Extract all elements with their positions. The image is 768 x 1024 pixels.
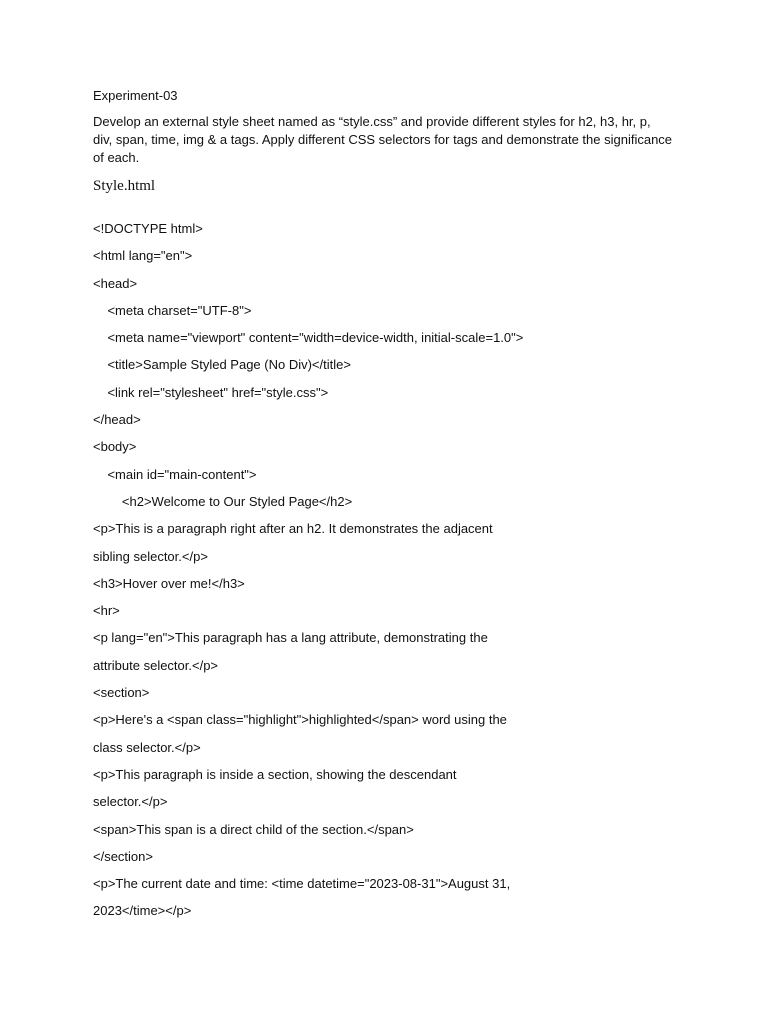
code-line: <meta name="viewport" content="width=device-width, initial-scale=1.0"> [93, 330, 524, 346]
code-line: <hr> [93, 603, 120, 619]
code-listing [93, 220, 523, 930]
code-line: selector.</p> [93, 794, 168, 810]
code-line: <main id="main-content"> [93, 466, 257, 482]
task-line: of each. [93, 150, 140, 165]
file-title: Style.html [93, 178, 156, 194]
code-line: <head> [93, 275, 138, 291]
task-line: div, span, time, img & a tags. Apply different CSS selectors for tags and demonstrate the significance [93, 132, 673, 147]
code-line: </section> [93, 848, 153, 864]
experiment-title: Experiment-03 [93, 88, 178, 103]
code-line: <title>Sample Styled Page (No Div)</title> [93, 357, 351, 373]
task-line: Develop an external style sheet named as “style.css” and provide different styles for h2, h3, hr, p, [93, 114, 651, 129]
code-line: <p>Here's a <span class="highlight">highlighted</span> word using the [93, 712, 507, 728]
code-line: attribute selector.</p> [93, 657, 219, 673]
code-line: </head> [93, 412, 141, 428]
code-line: <body> [93, 439, 137, 455]
code-line: <link rel="stylesheet" href="style.css"> [93, 384, 329, 400]
code-line: <p lang="en">This paragraph has a lang attribute, demonstrating the [93, 630, 488, 646]
code-line: <!DOCTYPE html> [93, 221, 203, 236]
code-line: <h2>Welcome to Our Styled Page</h2> [93, 493, 353, 509]
code-line: <p>The current date and time: <time datetime="2023-08-31">August 31, [93, 876, 511, 892]
code-line: <html lang="en"> [93, 248, 193, 264]
task-description [93, 113, 683, 167]
code-line: class selector.</p> [93, 739, 201, 755]
code-line: <span>This span is a direct child of the section.</span> [93, 821, 414, 837]
code-line: sibling selector.</p> [93, 548, 208, 564]
code-line: <section> [93, 685, 150, 701]
code-line: <p>This is a paragraph right after an h2. It demonstrates the adjacent [93, 521, 493, 537]
code-line: 2023</time></p> [93, 903, 192, 919]
code-line: <meta charset="UTF-8"> [93, 302, 252, 318]
code-line: <h3>Hover over me!</h3> [93, 575, 245, 591]
code-line: <p>This paragraph is inside a section, showing the descendant [93, 766, 457, 782]
